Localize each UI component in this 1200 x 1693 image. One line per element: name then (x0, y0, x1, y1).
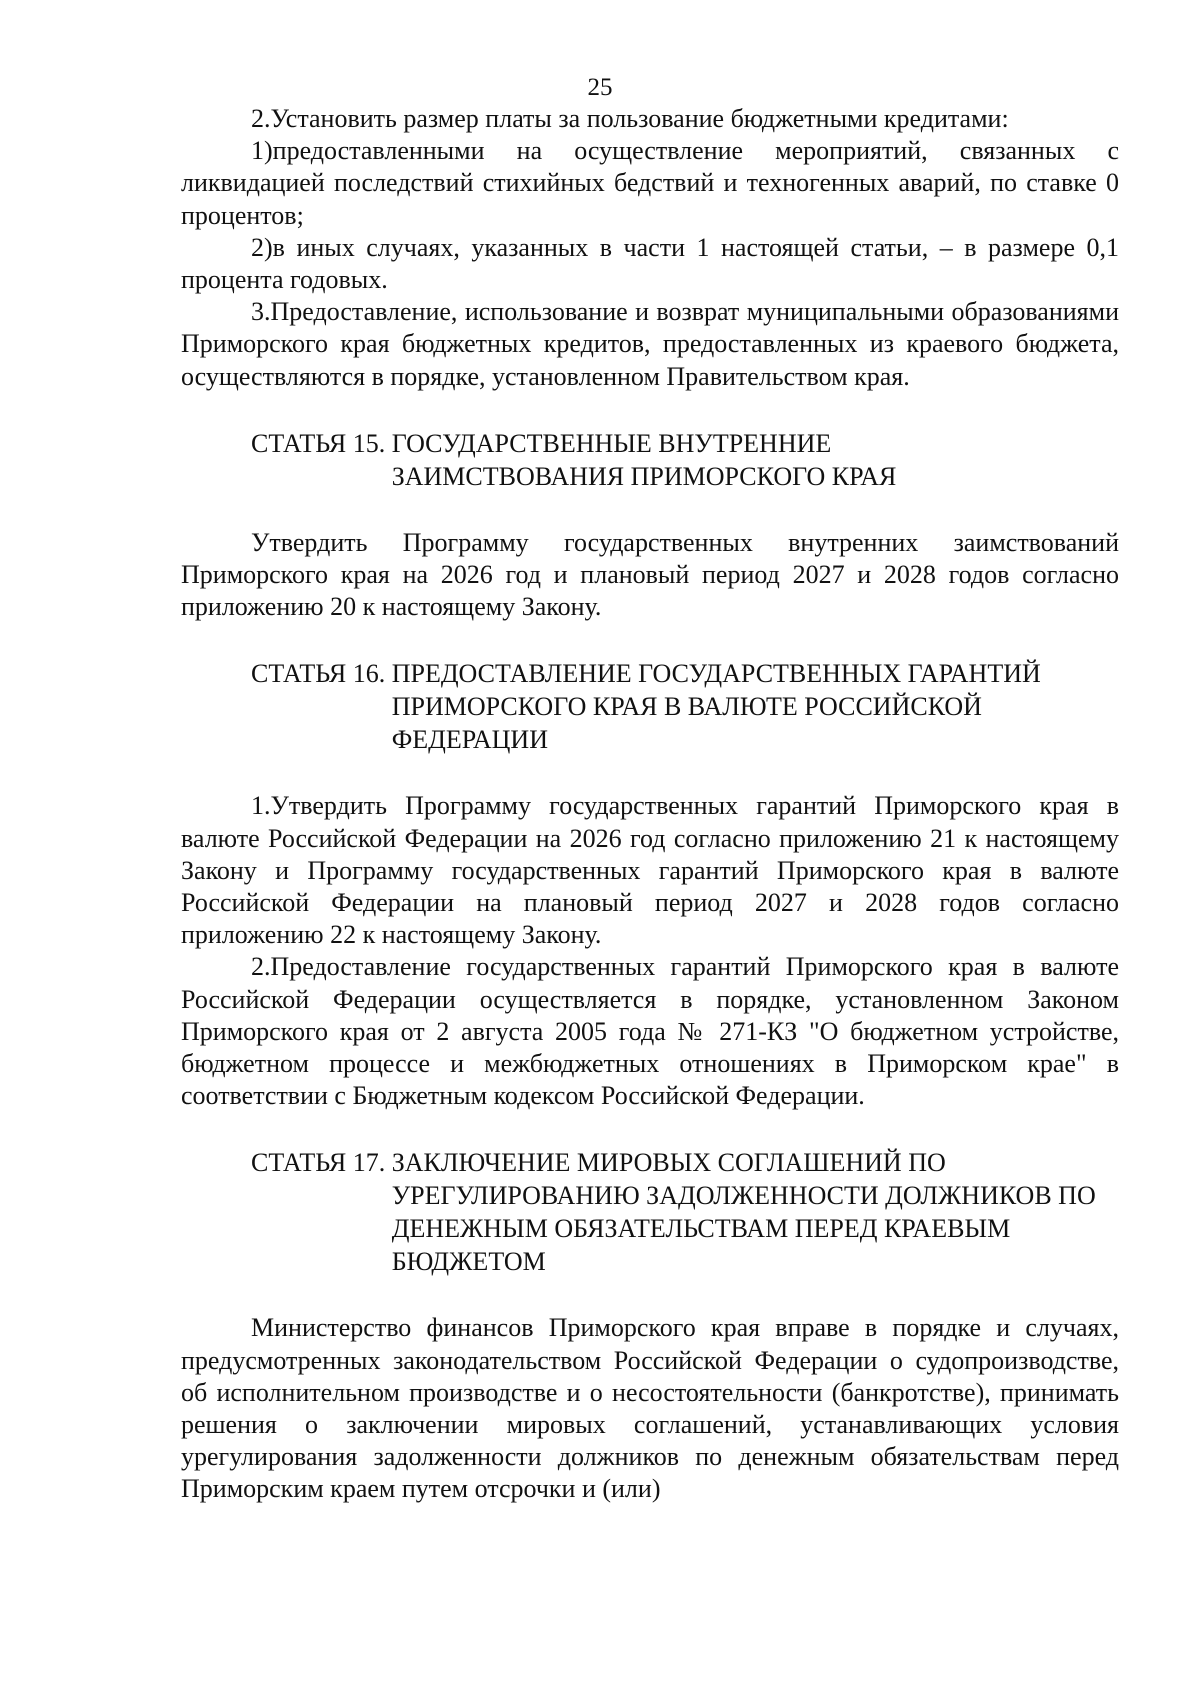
article-title: ЗАКЛЮЧЕНИЕ МИРОВЫХ СОГЛАШЕНИЙ ПО УРЕГУЛИРОВАНИЮ ЗАДОЛЖЕННОСТИ ДОЛЖНИКОВ ПО ДЕНЕЖНЫМ ОБЯЗАТЕЛЬСТВАМ ПЕРЕД КРАЕВЫМ БЮДЖЕТОМ (391, 1148, 1096, 1277)
spacer (181, 1278, 1119, 1312)
paragraph: 3.Предоставление, использование и возврат муниципальными образованиями Приморского края бюджетных кредитов, предоставленных из краевого бюджета, осуществляются в порядке, установленном Правительством края. (181, 297, 1119, 391)
spacer (181, 623, 1119, 657)
spacer (181, 493, 1119, 527)
article-title: ПРЕДОСТАВЛЕНИЕ ГОСУДАРСТВЕННЫХ ГАРАНТИЙ ПРИМОРСКОГО КРАЯ В ВАЛЮТЕ РОССИЙСКОЙ ФЕДЕРАЦИИ (391, 659, 1041, 755)
paragraph: 1)предоставленными на осуществление мероприятий, связанных с ликвидацией последствий стихийных бедствий и техногенных аварий, по ставке 0 процентов; (181, 136, 1119, 230)
paragraph: 2.Предоставление государственных гарантий Приморского края в валюте Российской Федерации осуществляется в порядке, установленном Законом Приморского края от 2 августа 2005 года № 271-КЗ "О бюджетном устройстве, бюджетном процессе и межбюджетных отношениях в Приморском крае" в соответствии с Бюджетным кодексом Российской Федерации. (181, 952, 1119, 1111)
paragraph: 1.Утвердить Программу государственных гарантий Приморского края в валюте Российской Федерации на 2026 год согласно приложению 21 к настоящему Закону и Программу государственных гарантий Приморского края в валюте Российской Федерации на плановый период 2027 и 2028 годов согласно приложению 22 к настоящему Закону. (181, 791, 1119, 950)
document-body (181, 103, 1119, 1506)
article-title: ГОСУДАРСТВЕННЫЕ ВНУТРЕННИЕ ЗАИМСТВОВАНИЯ ПРИМОРСКОГО КРАЯ (391, 428, 897, 491)
paragraph: Утвердить Программу государственных внутренних заимствований Приморского края на 2026 год и плановый период 2027 и 2028 годов согласно приложению 20 к настоящему Закону. (181, 527, 1119, 622)
paragraph: 2)в иных случаях, указанных в части 1 настоящей статьи, – в размере 0,1 процента годовых. (181, 232, 1119, 295)
spacer (181, 393, 1119, 427)
spacer (181, 1112, 1119, 1146)
page-number: 25 (587, 74, 613, 101)
paragraph: Министерство финансов Приморского края вправе в порядке и случаях, предусмотренных законодательством Российской Федерации о судопроизводстве, об исполнительном производстве и о несостоятельности (банкротстве), принимать решения о заключении мировых соглашений, устанавливающих условия урегулирования задолженности должников по денежным обязательствам перед Приморским краем путем отсрочки и (или) (181, 1313, 1119, 1504)
article-number: СТАТЬЯ 15. (251, 428, 386, 458)
spacer (181, 756, 1119, 790)
article-number: СТАТЬЯ 16. (251, 659, 386, 689)
article-heading-16 (181, 657, 1119, 756)
article-heading-15 (181, 427, 1119, 493)
paragraph: 2.Установить размер платы за пользование бюджетными кредитами: (251, 104, 1009, 133)
article-heading-17 (181, 1146, 1119, 1278)
article-number: СТАТЬЯ 17. (251, 1148, 386, 1178)
